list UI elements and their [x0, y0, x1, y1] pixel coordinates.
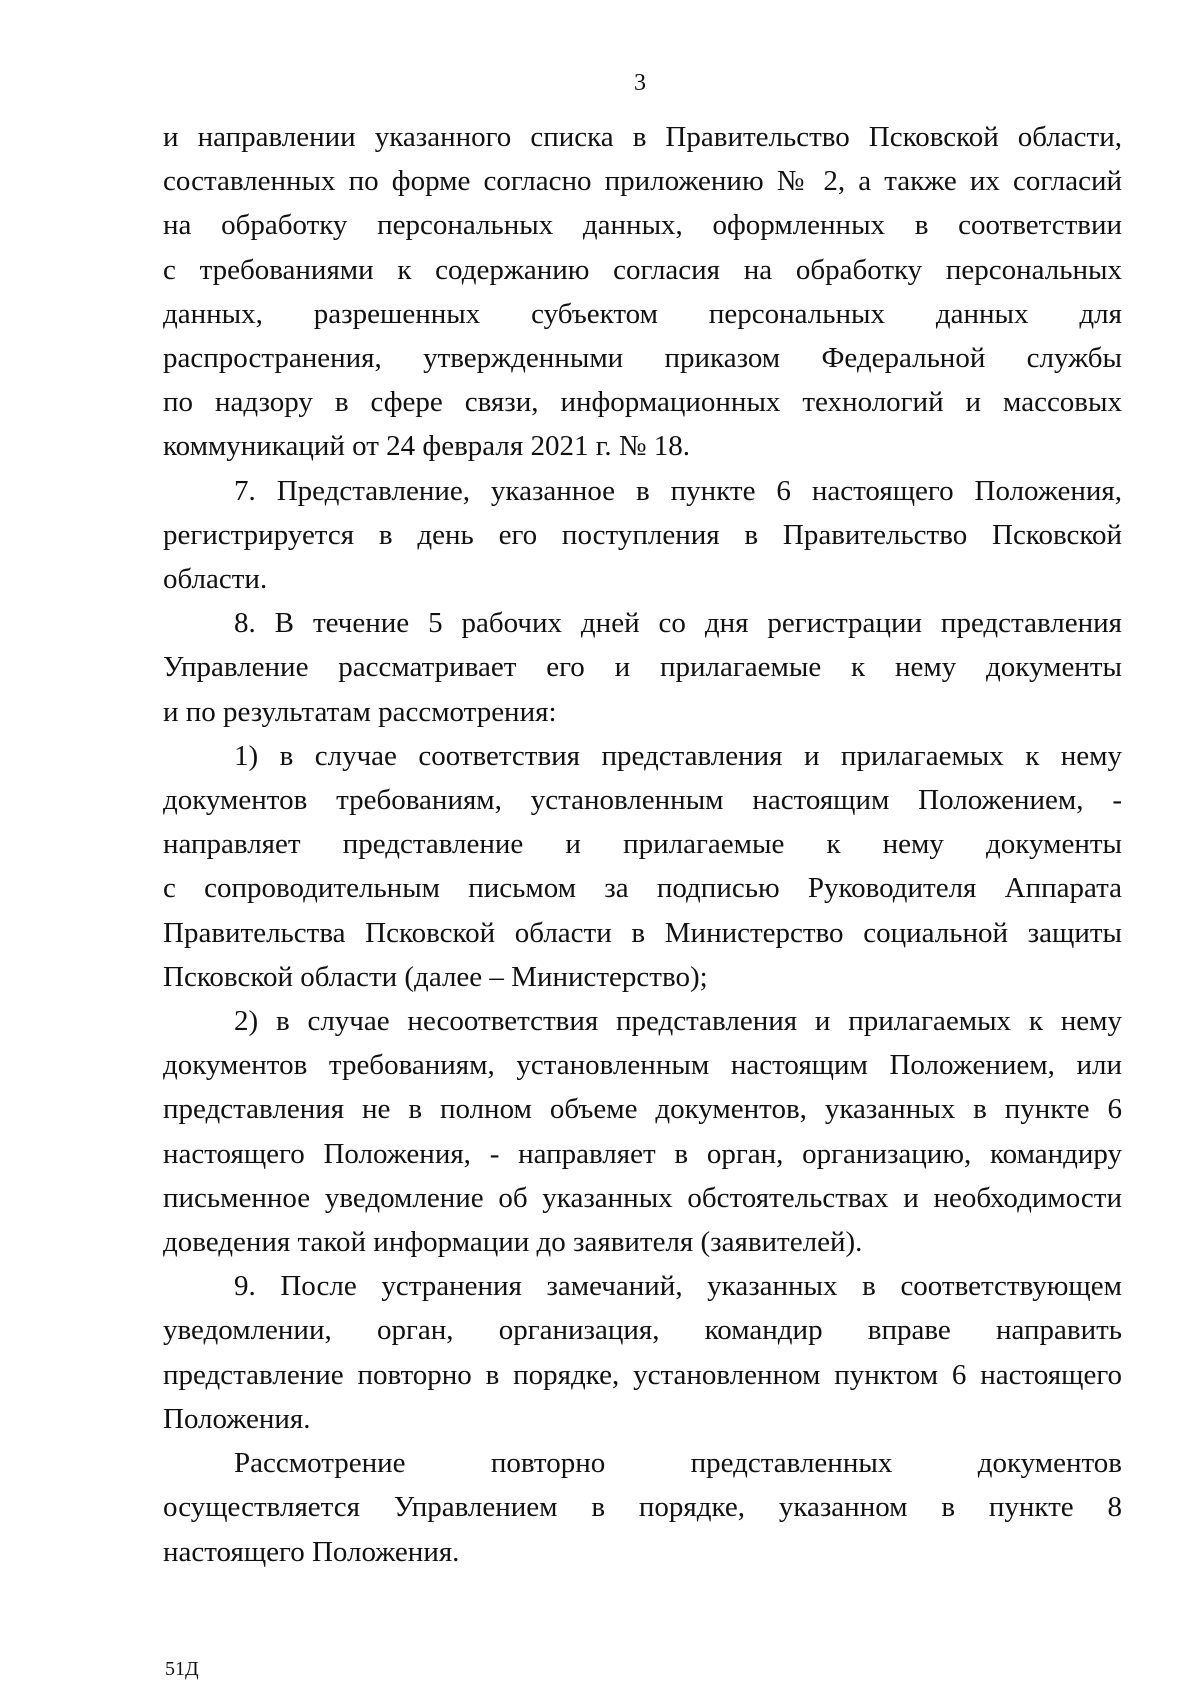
- paragraph-item-7: [163, 469, 1122, 602]
- paragraph-item-8: [163, 601, 1122, 734]
- text-line: 1) в случае соответствия представления и прилагаемых к нему: [234, 739, 1122, 772]
- text-line: и по результатам рассмотрения:: [163, 695, 557, 728]
- paragraph-subitem-1: [163, 734, 1122, 999]
- text-line: 8. В течение 5 рабочих дней со дня регистрации представления: [234, 607, 1122, 640]
- footer-document-code: 51Д: [165, 1658, 199, 1680]
- document-body: [163, 115, 1122, 1574]
- text-line: с требованиями к содержанию согласия на обработку персональных: [163, 253, 1122, 286]
- text-line: представление повторно в порядке, установленном пунктом 6 настоящего: [163, 1358, 1122, 1391]
- paragraph-resubmission-review: [163, 1441, 1122, 1574]
- text-line: регистрируется в день его поступления в Правительство Псковской: [163, 518, 1122, 551]
- text-line: распространения, утвержденными приказом Федеральной службы: [163, 342, 1122, 375]
- text-line: 9. После устранения замечаний, указанных в соответствующем: [234, 1270, 1122, 1303]
- text-line: настоящего Положения, - направляет в орган, организацию, командиру: [163, 1137, 1122, 1170]
- text-line: документов требованиям, установленным настоящим Положением, -: [163, 784, 1122, 817]
- paragraph-subitem-2: [163, 999, 1122, 1264]
- page-number: 3: [634, 70, 646, 96]
- text-line: Положения.: [163, 1402, 311, 1435]
- text-line: направляет представление и прилагаемые к нему документы: [163, 828, 1122, 861]
- text-line: 2) в случае несоответствия представления и прилагаемых к нему: [234, 1005, 1122, 1038]
- text-line: доведения такой информации до заявителя (заявителей).: [163, 1226, 863, 1259]
- text-line: составленных по форме согласно приложению № 2, а также их согласий: [163, 165, 1122, 198]
- text-line: на обработку персональных данных, оформленных в соответствии: [163, 209, 1122, 242]
- text-line: Рассмотрение повторно представленных документов: [234, 1447, 1122, 1480]
- text-line: Правительства Псковской области в Министерство социальной защиты: [163, 916, 1122, 949]
- text-line: настоящего Положения.: [163, 1535, 460, 1568]
- text-line: документов требованиям, установленным настоящим Положением, или: [163, 1049, 1122, 1082]
- text-line: письменное уведомление об указанных обстоятельствах и необходимости: [163, 1181, 1122, 1214]
- text-line: области.: [163, 563, 268, 596]
- text-line: и направлении указанного списка в Правительство Псковской области,: [163, 121, 1122, 153]
- text-line: осуществляется Управлением в порядке, указанном в пункте 8: [163, 1491, 1122, 1524]
- text-line: с сопроводительным письмом за подписью Руководителя Аппарата: [163, 872, 1122, 905]
- text-line: Псковской области (далее – Министерство);: [163, 960, 708, 993]
- paragraph-continuation: [163, 115, 1122, 469]
- paragraph-item-9: [163, 1264, 1122, 1441]
- text-line: по надзору в сфере связи, информационных технологий и массовых: [163, 386, 1122, 419]
- text-line: Управление рассматривает его и прилагаемые к нему документы: [163, 651, 1122, 684]
- text-line: представления не в полном объеме документов, указанных в пункте 6: [163, 1093, 1122, 1126]
- text-line: данных, разрешенных субъектом персональных данных для: [163, 297, 1122, 330]
- text-line: коммуникаций от 24 февраля 2021 г. № 18.: [163, 430, 691, 463]
- text-line: 7. Представление, указанное в пункте 6 настоящего Положения,: [234, 474, 1122, 507]
- text-line: уведомлении, орган, организация, командир вправе направить: [163, 1314, 1122, 1347]
